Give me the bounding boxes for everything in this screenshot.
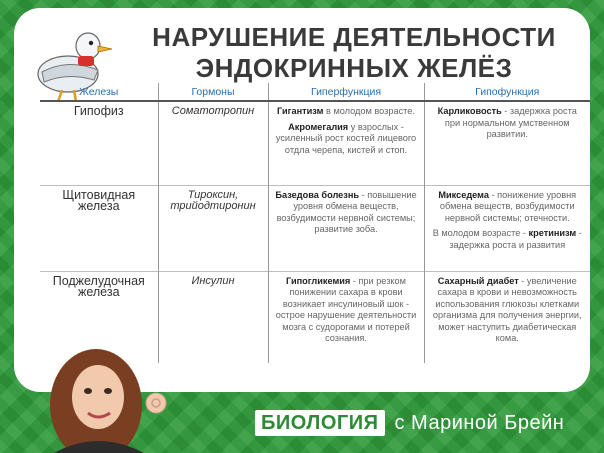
disease-desc: В молодом возрасте - (432, 228, 529, 238)
title-line-1: НАРУШЕНИЕ ДЕЯТЕЛЬНОСТИ (152, 22, 556, 52)
disease-term: Сахарный диабет (437, 275, 519, 286)
hormone-cell: Тироксин, трийодтиронин (158, 185, 268, 271)
title-line-2: ЭНДОКРИННЫХ ЖЕЛЁЗ (195, 53, 513, 83)
disease-term: кретинизм (528, 228, 577, 238)
presenter-portrait-icon (24, 333, 184, 453)
gland-cell: Поджелудочная железа (40, 271, 158, 363)
course-banner (255, 408, 564, 438)
header-hormones: Гормоны (158, 83, 268, 101)
brand-label: БИОЛОГИЯ (255, 410, 385, 436)
disease-desc: - при резком понижении сахара в крови возникает инсулиновый шок - острое нарушение деятельности мозга с судорогами и потерей сознания. (275, 275, 417, 343)
table-header-row (40, 83, 590, 101)
hypofunction-cell (424, 101, 590, 185)
disease-desc: - задержка роста при нормальном умственном развитии. (444, 106, 577, 139)
disease-term: Карликовость (437, 106, 502, 116)
header-glands: Железы (40, 83, 158, 101)
hypofunction-cell (424, 271, 590, 363)
disease-desc: у взрослых - усиленный рост костей лицевого отдла черепа, кистей и стоп. (275, 121, 417, 155)
header-hypofunction: Гипофункция (424, 83, 590, 101)
page-title (104, 22, 590, 84)
disease-term: Гигантизм (277, 106, 324, 116)
table-row (40, 101, 590, 185)
disease-term: Базедова болезнь (275, 189, 360, 200)
disease-desc: - задержка роста и развития (449, 228, 582, 250)
hypofunction-cell (424, 185, 590, 271)
hyperfunction-cell (268, 271, 424, 363)
hypo-item (431, 106, 585, 141)
author-label: с Мариной Брейн (394, 411, 565, 434)
hyperfunction-cell (268, 185, 424, 271)
header-hyperfunction: Гиперфункция (268, 83, 424, 101)
disease-desc: - повышение уровня обмена веществ, возбудимости нервной системы; развитие зоба. (276, 189, 417, 234)
hyper-item (275, 190, 418, 236)
table-row (40, 185, 590, 271)
hormone-cell: Соматотропин (158, 101, 268, 185)
endocrine-disorders-table (40, 83, 590, 363)
disease-desc: - увеличение сахара в крови и невозможность использования глюкозы клетками организма для получения энергии, может наступить диабетическая кома. (432, 275, 582, 343)
disease-desc: - понижение уровня обмена веществ, возбудимости нервной системы; отечности. (439, 189, 577, 223)
disease-desc: в молодом возрасте. (323, 106, 415, 116)
hyperfunction-cell (268, 101, 424, 185)
disease-term: Микседема (438, 189, 489, 200)
hyper-item (275, 122, 418, 157)
gland-cell: Гипофиз (40, 101, 158, 185)
disease-term: Акромегалия (288, 121, 349, 132)
hypo-item (431, 276, 585, 345)
hyper-item (275, 276, 418, 345)
disease-term: Гипогликемия (286, 275, 351, 286)
hypo-item (431, 190, 585, 225)
gland-cell: Щитовидная железа (40, 185, 158, 271)
hypo-item (431, 228, 585, 251)
hormone-cell: Инсулин (158, 271, 268, 363)
hyper-item (275, 106, 418, 118)
